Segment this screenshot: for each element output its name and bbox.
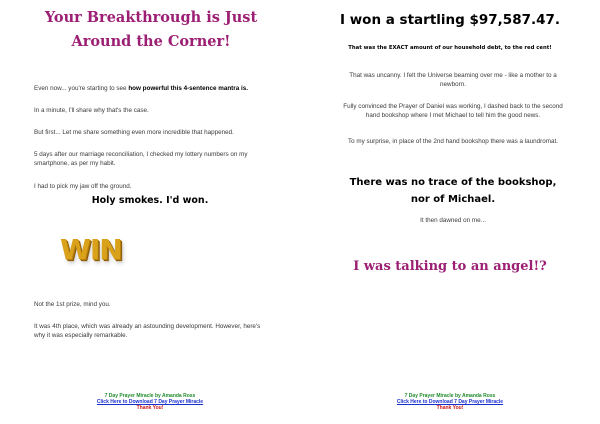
right-page bbox=[300, 0, 600, 424]
paragraph-mantra bbox=[34, 84, 268, 93]
footer-product-line: 7 Day Prayer Miracle by Amanda Ross bbox=[404, 393, 496, 399]
paragraph-not-first: Not the 1st prize, mind you. bbox=[34, 301, 111, 308]
paragraph-minute: In a minute, I'll share why that's the case. bbox=[34, 107, 149, 114]
footer bbox=[300, 393, 600, 411]
footer bbox=[0, 393, 300, 411]
paragraph-jaw: I had to pick my jaw off the ground. bbox=[34, 183, 132, 190]
paragraph-text: Even now... you're starting to see bbox=[34, 85, 129, 92]
page-subtitle: That was the EXACT amount of our household debt, to the red cent! bbox=[348, 45, 552, 51]
footer-thanks: Thank You! bbox=[136, 405, 164, 411]
footer-download-link[interactable]: Click Here to Download 7 Day Prayer Miracle bbox=[96, 399, 204, 405]
footer-thanks: Thank You! bbox=[436, 405, 464, 411]
paragraph-first: But first... Let me share something even more incredible that happened. bbox=[34, 129, 234, 136]
footer-download-link[interactable]: Click Here to Download 7 Day Prayer Miracle bbox=[396, 399, 504, 405]
paragraph-uncanny: That was uncanny. I felt the Universe beaming over me - like a mother to a newborn. bbox=[349, 72, 557, 88]
page-title: Your Breakthrough is Just Around the Corner! bbox=[44, 9, 258, 50]
win-image: WIN bbox=[60, 233, 122, 266]
paragraph-reconciliation: 5 days after our marriage reconciliation, I checked my lottery numbers on my smartphone, as per my habit. bbox=[34, 151, 248, 167]
holy-smokes-heading: Holy smokes. I'd won. bbox=[91, 195, 209, 206]
no-trace-heading: There was no trace of the bookshop, nor of Michael. bbox=[349, 177, 557, 205]
paragraph-fourth-place: It was 4th place, which was already an astounding development. However, here's why it was especially remarkable. bbox=[34, 323, 261, 339]
footer-product-line: 7 Day Prayer Miracle by Amanda Ross bbox=[104, 393, 196, 399]
paragraph-laundromat: To my surprise, in place of the 2nd hand bookshop there was a laundromat. bbox=[347, 138, 559, 145]
paragraph-dawned: It then dawned on me... bbox=[420, 217, 486, 224]
page-title: I won a startling $97,587.47. bbox=[339, 12, 561, 28]
paragraph-bookshop: Fully convinced the Prayer of Daniel was working, I dashed back to the second hand bookshop where I met Michael to tell him the good news. bbox=[343, 103, 563, 119]
paragraph-bold-text: how powerful this 4-sentence mantra is. bbox=[128, 85, 248, 92]
angel-heading: I was talking to an angel!? bbox=[353, 259, 547, 274]
